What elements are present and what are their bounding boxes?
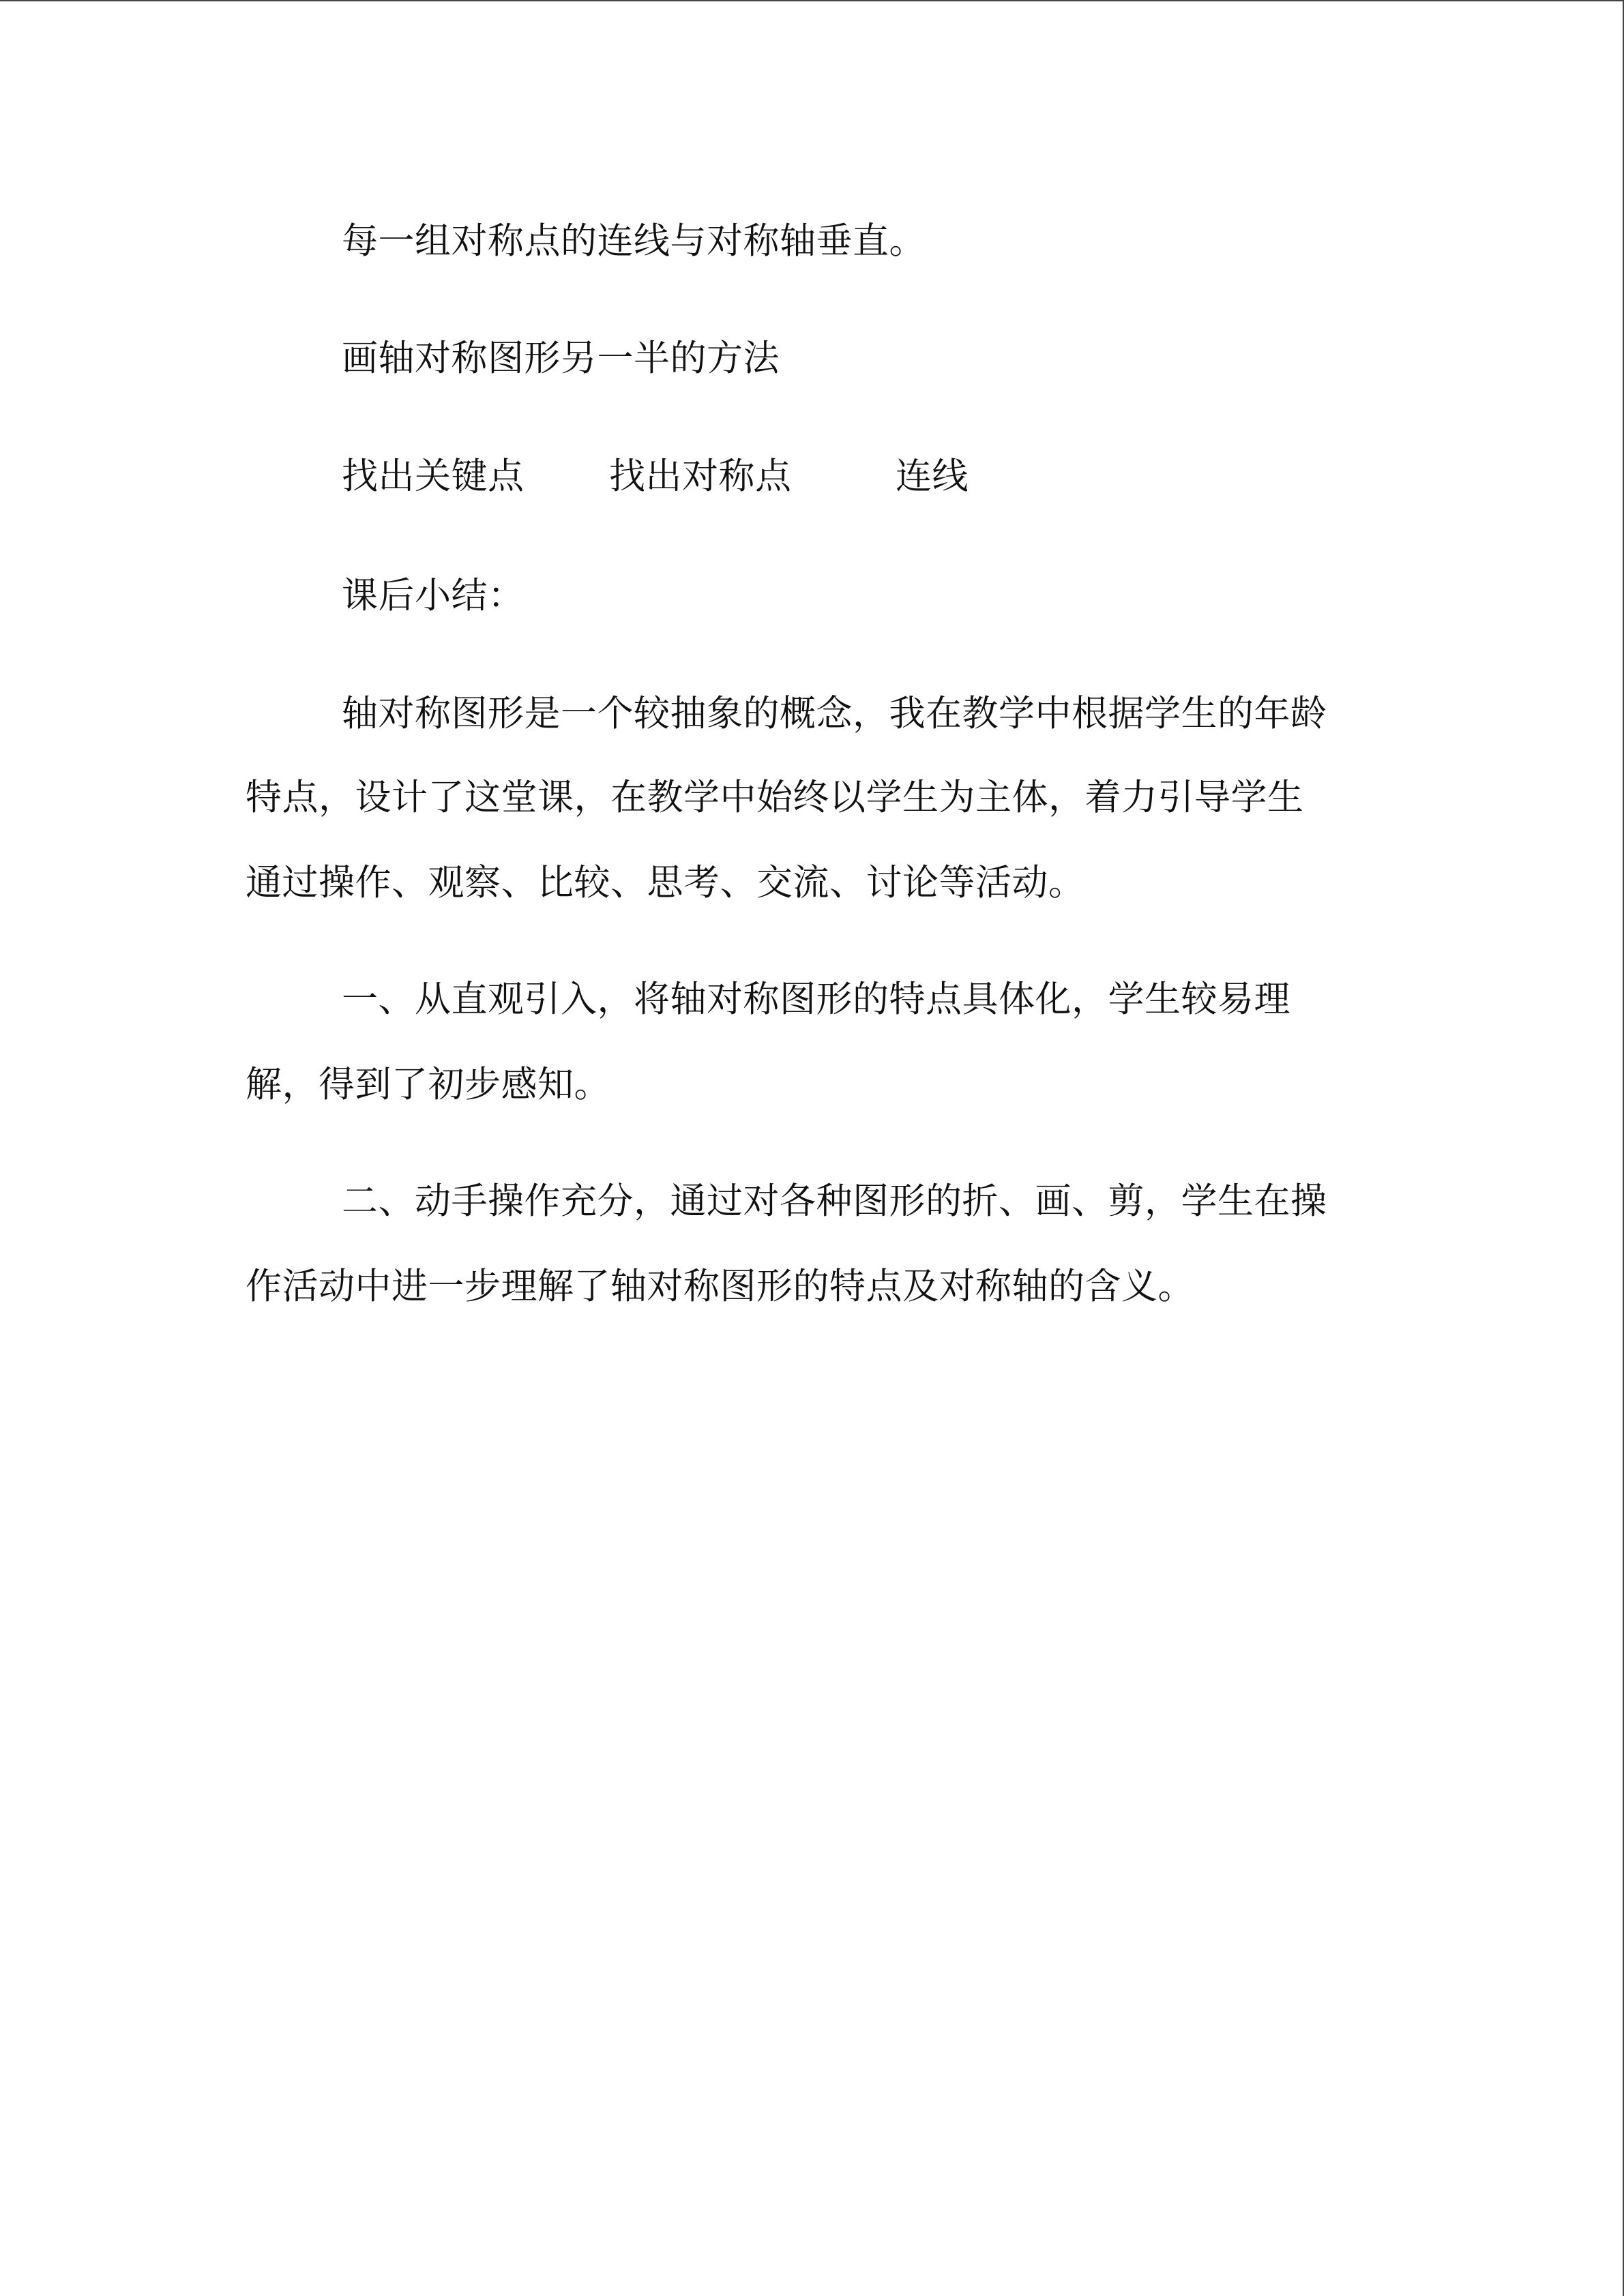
step-connect-lines: 连线 (896, 456, 969, 497)
step-find-symmetric-points: 找出对称点 (609, 456, 792, 497)
point-two-line-2: 作活动中进一步理解了轴对称图形的特点及对称轴的含义。 (246, 1266, 1194, 1307)
point-one-line-2: 解，得到了初步感知。 (246, 1064, 610, 1105)
point-one-line-1: 一、从直观引入，将轴对称图形的特点具体化，学生较易理 (342, 979, 1290, 1020)
summary-body-line-2: 特点，设计了这堂课，在教学中始终以学生为主体，着力引导学生 (246, 777, 1304, 818)
symmetric-points-paragraph: 每一组对称点的连线与对称轴垂直。 (342, 220, 926, 262)
summary-body-line-3: 通过操作、观察、比较、思考、交流、讨论等活动。 (246, 862, 1085, 904)
summary-title: 课后小结： (342, 575, 525, 616)
point-two-line-1: 二、动手操作充分，通过对各种图形的折、画、剪，学生在操 (342, 1180, 1327, 1222)
method-steps-row (0, 456, 1624, 497)
method-title: 画轴对称图形另一半的方法 (342, 338, 780, 379)
step-find-key-points: 找出关键点 (342, 456, 525, 497)
summary-body-line-1: 轴对称图形是一个较抽象的概念，我在教学中根据学生的年龄 (342, 693, 1327, 734)
